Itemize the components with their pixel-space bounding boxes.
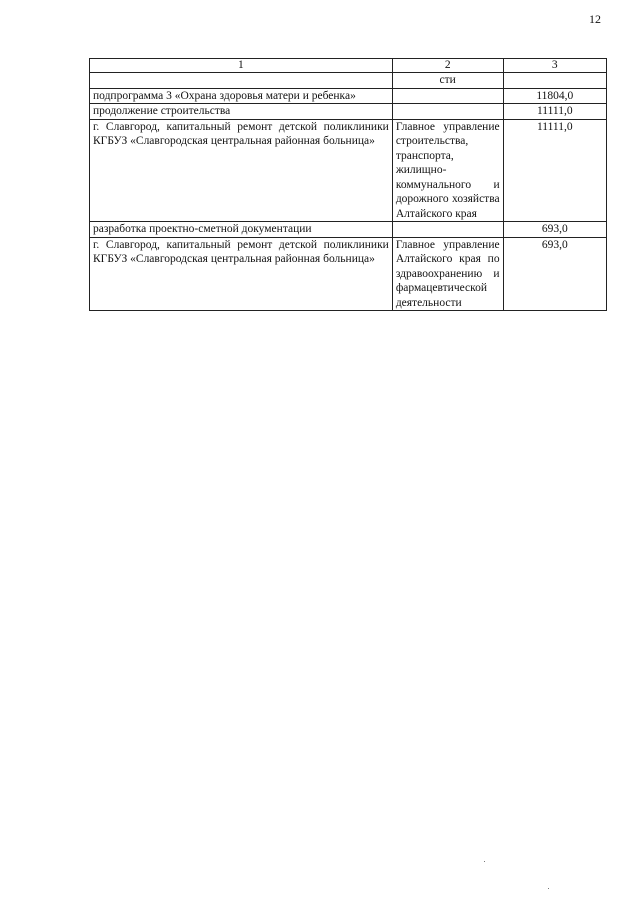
table-row xyxy=(90,104,607,120)
budget-table xyxy=(89,58,607,311)
page-number: 12 xyxy=(589,12,601,26)
header-row xyxy=(90,59,607,73)
row-name-cell: продолжение строительства xyxy=(90,104,393,120)
row-agency-cell: сти xyxy=(392,73,503,89)
row-name-cell: г. Славгород, капитальный ремонт детской поликлиники КГБУЗ «Славгородская центральная районная больница» xyxy=(90,119,393,222)
row-agency-cell xyxy=(392,104,503,120)
row-amount-cell: 693,0 xyxy=(503,237,606,311)
row-amount-cell: 11111,0 xyxy=(503,119,606,222)
row-agency-cell: Главное управление Алтайского края по здравоохранению и фармацевтической деятельности xyxy=(392,237,503,311)
column-header-3: 3 xyxy=(503,59,606,73)
table-row xyxy=(90,222,607,238)
scan-speck xyxy=(548,888,549,889)
column-header-2: 2 xyxy=(392,59,503,73)
row-name-cell: разработка проектно-сметной документации xyxy=(90,222,393,238)
row-name-cell: г. Славгород, капитальный ремонт детской поликлиники КГБУЗ «Славгородская центральная районная больница» xyxy=(90,237,393,311)
row-amount-cell: 693,0 xyxy=(503,222,606,238)
row-amount-cell xyxy=(503,73,606,89)
table-row xyxy=(90,237,607,311)
column-header-1: 1 xyxy=(90,59,393,73)
row-amount-cell: 11111,0 xyxy=(503,104,606,120)
row-amount-cell: 11804,0 xyxy=(503,88,606,104)
row-name-cell: подпрограмма 3 «Охрана здоровья матери и ребенка» xyxy=(90,88,393,104)
table-row xyxy=(90,88,607,104)
table-row xyxy=(90,73,607,89)
row-agency-cell: Главное управление строительства, транспорта, жилищно-коммунального и дорожного хозяйства Алтайского края xyxy=(392,119,503,222)
table-row xyxy=(90,119,607,222)
scan-speck xyxy=(484,861,485,862)
row-name-cell xyxy=(90,73,393,89)
row-agency-cell xyxy=(392,88,503,104)
row-agency-cell xyxy=(392,222,503,238)
